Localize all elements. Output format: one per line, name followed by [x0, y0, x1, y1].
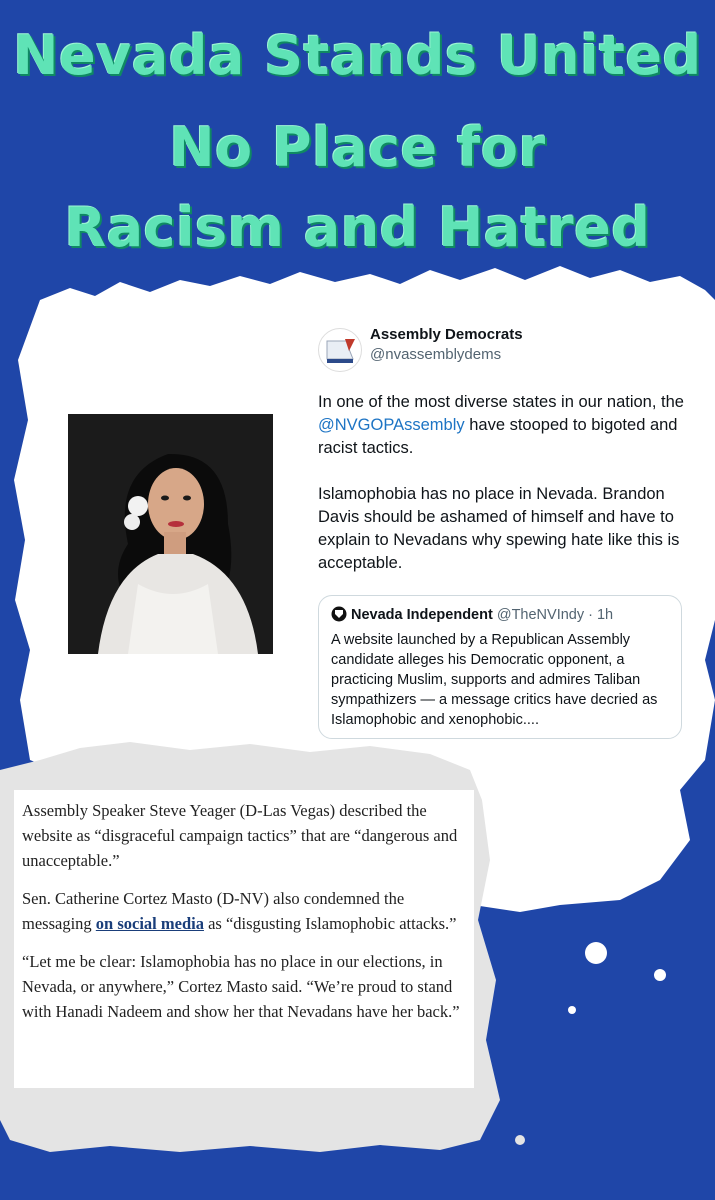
headline-line-1: Nevada Stands United — [13, 24, 702, 87]
quoted-tweet-card[interactable] — [318, 595, 682, 739]
article-paragraph-3: “Let me be clear: Islamophobia has no place in our elections, in Nevada, or anywhere,” Cortez Masto said. “We’re proud to stand with Hanadi Nadeem and show her that Nevadans have her back.” — [22, 952, 460, 1021]
quoted-tweet-header — [331, 606, 669, 626]
social-media-link[interactable]: on social media — [95, 914, 204, 933]
quoted-tweet-author-name[interactable]: Nevada Independent — [351, 607, 493, 623]
article-p2-before-link: Sen. Catherine Cortez Masto (D-NV) also condemned the messaging — [22, 889, 405, 933]
tweet-paragraph-2: Islamophobia has no place in Nevada. Brandon Davis should be ashamed of himself and have to explain to Nevadans why spewing hate like this is acceptable. — [318, 485, 680, 572]
quoted-tweet-text: A website launched by a Republican Assembly candidate alleges his Democratic opponent, a practicing Muslim, supports and admires Taliban sympathizers — a message critics have decried as Islamophobic and xenophobic.... — [331, 632, 658, 728]
tweet-author-name[interactable]: Assembly Democrats — [370, 326, 523, 343]
article-paragraph-1: Assembly Speaker Steve Yeager (D-Las Vegas) described the website as “disgraceful campaign tactics” that are “dangerous and unacceptable.” — [22, 801, 458, 870]
quoted-tweet-handle-time: @TheNVIndy · 1h — [496, 607, 614, 623]
headline-line-2: No Place for — [169, 116, 546, 179]
headline-line-3: Racism and Hatred — [64, 196, 651, 259]
tweet-text-after-mention: have stooped to bigoted and racist tactics. — [318, 416, 678, 457]
assembly-democratic-caucus-logo-icon[interactable] — [318, 328, 362, 372]
article-excerpt — [14, 790, 474, 1088]
article-paragraph-2 — [22, 886, 466, 936]
tweet-body — [318, 391, 690, 598]
article-p2-after-link: as “disgusting Islamophobic attacks.” — [203, 914, 457, 933]
tweet-paragraph-1 — [318, 391, 690, 460]
nvgop-assembly-mention-link[interactable]: @NVGOPAssembly — [318, 416, 465, 434]
nevada-independent-logo-icon — [331, 606, 347, 626]
tweet-text-before-mention: In one of the most diverse states in our nation, the — [318, 393, 684, 411]
candidate-portrait-photo — [68, 414, 273, 654]
tweet-author-handle[interactable]: @nvassemblydems — [370, 346, 502, 363]
